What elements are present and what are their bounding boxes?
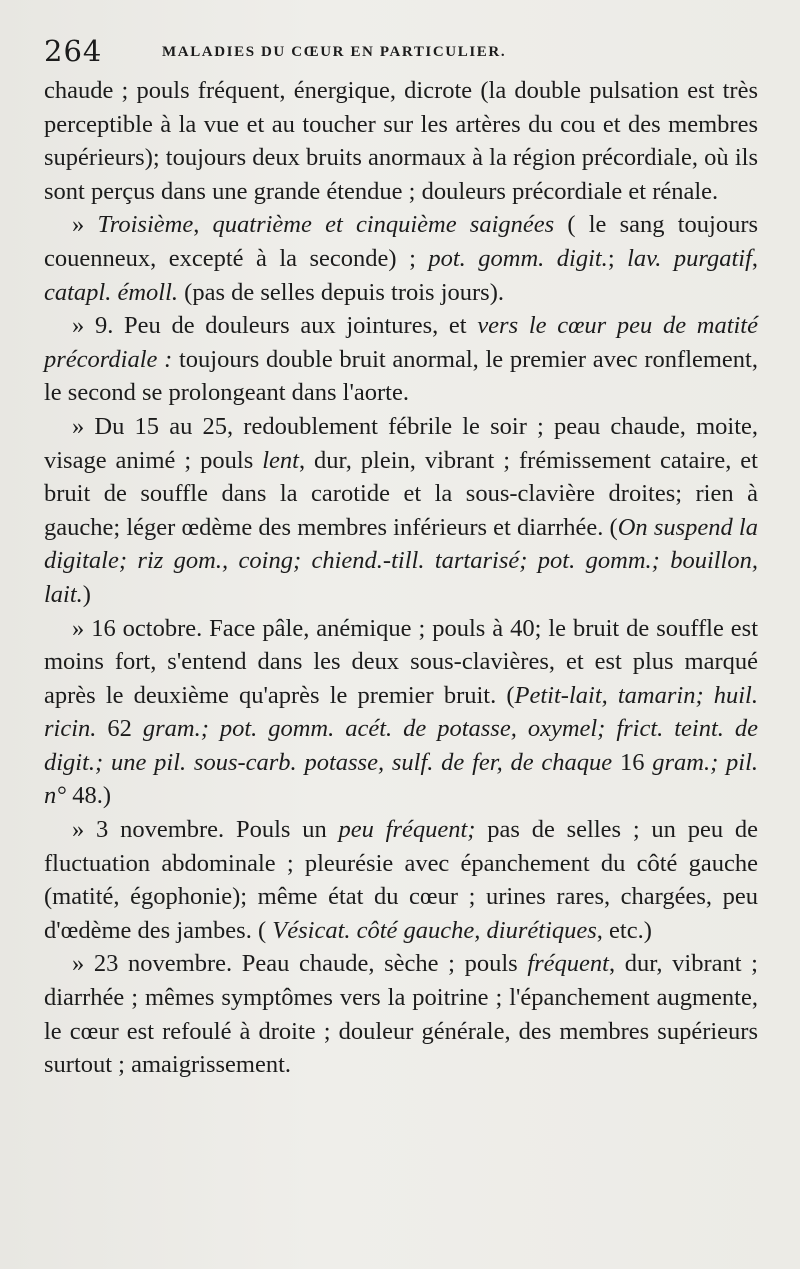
body-text — [44, 74, 758, 1082]
italic-text-run: catapl. émoll. — [44, 278, 179, 306]
running-title: MALADIES DU CŒUR EN PARTICULIER. — [162, 44, 507, 60]
paragraph — [44, 208, 758, 309]
italic-text-run: Vésicat. côté gauche, diurétiques — [272, 916, 597, 944]
text-run: ) — [82, 580, 91, 608]
paragraph — [44, 74, 758, 208]
text-run: ( le sang toujours couenneux, excepté à la seconde) ; — [44, 211, 759, 272]
text-run: » 9. Peu de douleurs aux jointures, et — [72, 312, 478, 340]
text-run: , dur, vibrant ; diarrhée ; mêmes symptômes vers la poitrine ; l'épanchement augmente, le cœur est refoulé à droite ; douleur générale, des membres supérieurs surtout ; amaigrissement. — [44, 950, 758, 1079]
italic-text-run: lent — [262, 446, 299, 474]
text-run: pas de selles ; un peu de fluctuation abdominale ; pleurésie avec épanchement du côté gauche (matité, égophonie); même état du cœur ; urines rares, chargées, peu d'œdème des jambes. ( — [44, 816, 758, 944]
italic-text-run: lav. purgatif — [627, 244, 752, 272]
text-run: chaude ; pouls fréquent, énergique, dicrote (la double pulsation est très perceptible à la vue et au toucher sur les artères du cou et des membres supérieurs); toujours deux bruits anormaux à la région précordiale, où ils sont perçus dans une grande étendue ; douleurs précordiale et rénale. — [44, 77, 758, 205]
paragraph — [44, 410, 758, 612]
italic-text-run: vers le cœur peu de matité précordiale : — [44, 312, 758, 373]
text-run: toujours double bruit anormal, le premier avec ronflement, le second se prolongeant dans l'aorte. — [44, 345, 758, 407]
text-run: 48.) — [66, 782, 111, 810]
text-run: » 3 novembre. Pouls un — [72, 816, 339, 844]
italic-text-run: peu fréquent; — [338, 816, 476, 844]
text-run: » 23 novembre. Peau chaude, sèche ; pouls — [72, 950, 528, 978]
text-run: (pas de selles depuis trois jours). — [178, 278, 504, 306]
text-run: » Du 15 au 25, redoublement fébrile le soir ; peau chaude, moite, visage animé ; pouls — [44, 412, 758, 474]
italic-text-run: pot. gomm. digit. — [428, 244, 608, 272]
italic-text-run: On suspend la digitale; riz gom., coing; chiend.-till. tartarisé; pot. gomm.; bouillon, lait. — [44, 513, 758, 608]
page-header — [44, 34, 764, 74]
page-number: 264 — [44, 34, 103, 68]
italic-text-run: Troisième — [97, 211, 194, 239]
paragraph — [44, 612, 758, 814]
italic-text-run: gram.; pil. n° — [44, 748, 759, 810]
text-run: 16 — [612, 748, 653, 776]
italic-text-run: quatrième et cinquième saignées — [212, 211, 555, 239]
text-run: , — [193, 211, 213, 239]
italic-text-run: Petit-lait, tamarin; huil. ricin. — [44, 681, 758, 743]
paragraph — [44, 813, 758, 947]
paragraph — [44, 309, 758, 410]
text-run: , etc.) — [596, 916, 652, 944]
italic-text-run: fréquent — [527, 950, 609, 978]
text-run: , dur, plein, vibrant ; frémissement cataire, et bruit de souffle dans la carotide et la sous-clavière droites; rien à gauche; léger œdème des membres inférieurs et diarrhée. ( — [44, 446, 758, 541]
text-run: ; — [607, 244, 628, 272]
paragraph — [44, 947, 758, 1081]
text-run: » — [72, 211, 98, 239]
text-run: 62 — [96, 715, 143, 743]
text-run: , — [751, 244, 758, 272]
italic-text-run: gram.; pot. gomm. acét. de potasse, oxymel; frict. teint. de digit.; une pil. sous-carb. potasse, sulf. de fer, de chaque — [44, 715, 759, 776]
text-run: » 16 octobre. Face pâle, anémique ; pouls à 40; le bruit de souffle est moins fort, s'entend dans les deux sous-clavières, et est plus marqué après le deuxième qu'après le premier bruit. ( — [44, 614, 758, 709]
